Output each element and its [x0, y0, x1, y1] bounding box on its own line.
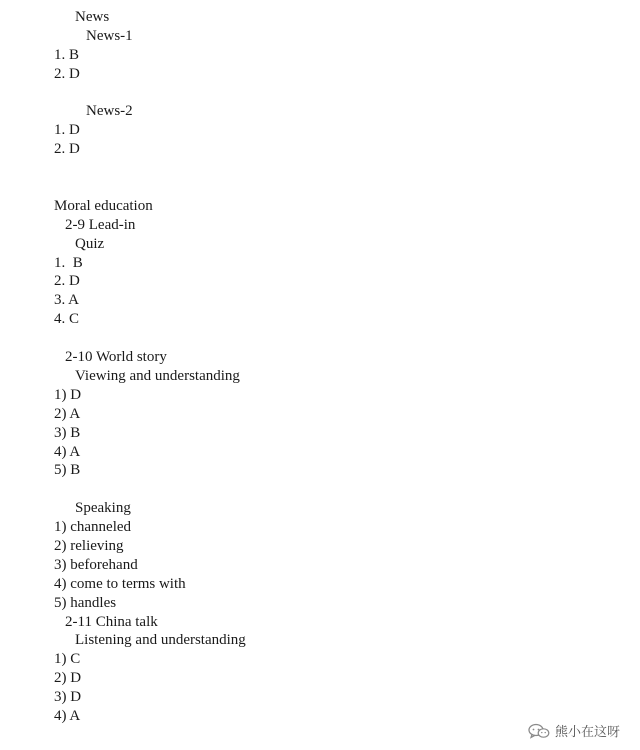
viewing-answer: 4) A [54, 443, 81, 460]
china-talk-title: 2-11 China talk [65, 613, 158, 630]
speaking-answer: 3) beforehand [54, 556, 138, 573]
news-1-answer: 1. B [54, 46, 80, 63]
news-2-answer: 2. D [54, 141, 80, 158]
news-2-title: News-2 [86, 103, 133, 120]
news-heading: News [75, 9, 110, 25]
watermark-text: 熊小在这呀 [554, 725, 620, 740]
quiz-title: Quiz [75, 235, 105, 252]
quiz-answer: 4. C [54, 311, 80, 328]
viewing-answer: 3) B [54, 424, 81, 441]
answer-key-document [0, 8, 640, 726]
speaking-answer: 2) relieving [54, 537, 124, 554]
speaking-answer: 4) come to terms with [54, 575, 186, 592]
speaking-title: Speaking [75, 500, 131, 517]
quiz-answer: 1. B [54, 254, 83, 271]
quiz-answer: 2. D [54, 273, 80, 290]
news-1-title: News-1 [86, 27, 133, 44]
listening-answer: 1) C [54, 651, 81, 668]
speaking-answer: 5) handles [54, 594, 117, 611]
viewing-answer: 1) D [54, 386, 82, 403]
viewing-answer: 2) A [54, 405, 81, 422]
quiz-answer: 3. A [54, 292, 80, 309]
world-story-title: 2-10 World story [65, 349, 167, 366]
listening-title: Listening and understanding [75, 632, 246, 649]
news-2-answer: 1. D [54, 122, 80, 139]
lead-in-title: 2-9 Lead-in [65, 216, 136, 233]
wechat-icon [528, 723, 550, 739]
speaking-answer: 1) channeled [54, 519, 132, 536]
moral-education-heading: Moral education [54, 197, 153, 214]
viewing-title: Viewing and understanding [75, 367, 240, 384]
listening-answer: 2) D [54, 670, 82, 687]
listening-answer: 3) D [54, 689, 82, 706]
viewing-answer: 5) B [54, 462, 81, 479]
listening-answer: 4) A [54, 707, 81, 724]
news-1-answer: 2. D [54, 65, 80, 82]
watermark [528, 721, 620, 740]
